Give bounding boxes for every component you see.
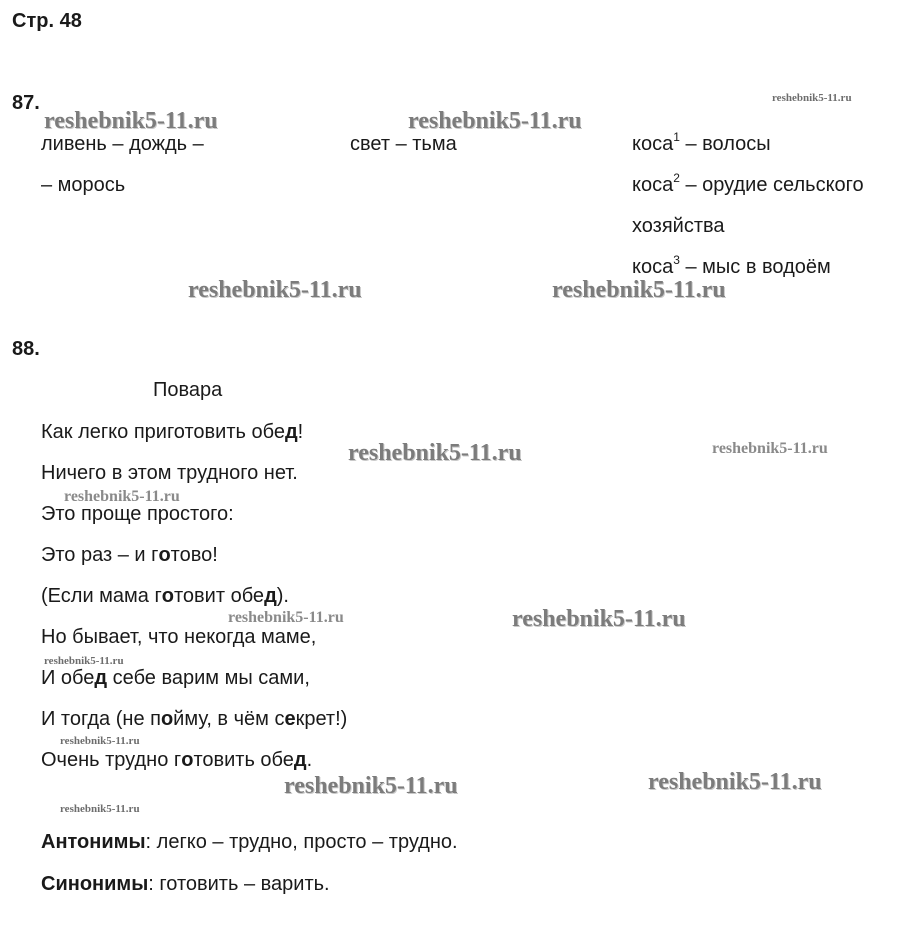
poem-line-5: (Если мама готовит обед). bbox=[41, 585, 289, 607]
poem-line-7: И обед себе варим мы сами, bbox=[41, 667, 310, 689]
watermark: reshebnik5-11.ru bbox=[552, 277, 726, 303]
poem-line-4: Это раз – и готово! bbox=[41, 544, 218, 566]
antonyms-line: Антонимы: легко – трудно, просто – трудно. bbox=[41, 831, 458, 853]
watermark: reshebnik5-11.ru bbox=[284, 773, 458, 799]
watermark: reshebnik5-11.ru bbox=[44, 655, 124, 667]
poem-title: Повара bbox=[153, 379, 223, 401]
exercise-87-number: 87. bbox=[12, 92, 40, 114]
poem-line-3: Это проще простого: bbox=[41, 503, 234, 525]
ex87-col1-line1: ливень – дождь – bbox=[41, 133, 204, 155]
ex87-col3-line4: коса$^3$ – мыс в водоём bbox=[632, 253, 831, 278]
exercise-88-number: 88. bbox=[12, 338, 40, 360]
ex87-col1-line2: – морось bbox=[41, 174, 126, 196]
watermark: reshebnik5-11.ru bbox=[512, 606, 686, 632]
ex87-col2-line1: свет – тьма bbox=[350, 133, 457, 155]
poem-line-2: Ничего в этом трудного нет. bbox=[41, 462, 298, 484]
poem-line-6: Но бывает, что некогда маме, bbox=[41, 626, 317, 648]
watermark: reshebnik5-11.ru bbox=[712, 440, 828, 457]
ex87-col3-line3: хозяйства bbox=[632, 215, 725, 237]
poem-line-8: И тогда (не пойму, в чём секрет!) bbox=[41, 708, 348, 730]
poem-line-9: Очень трудно готовить обед. bbox=[41, 749, 313, 771]
synonyms-line: Синонимы: готовить – варить. bbox=[41, 873, 330, 895]
poem-line-1: Как легко приготовить обед! bbox=[41, 421, 304, 443]
watermark: reshebnik5-11.ru bbox=[64, 488, 180, 505]
ex87-col3-line1: коса$^1$ – волосы bbox=[632, 130, 771, 155]
watermark: reshebnik5-11.ru bbox=[772, 92, 852, 104]
watermark: reshebnik5-11.ru bbox=[60, 803, 140, 815]
ex87-col3-line2: коса$^2$ – орудие сельского bbox=[632, 171, 864, 196]
watermark: reshebnik5-11.ru bbox=[408, 108, 582, 134]
watermark: reshebnik5-11.ru bbox=[188, 277, 362, 303]
watermark: reshebnik5-11.ru bbox=[60, 735, 140, 747]
watermark: reshebnik5-11.ru bbox=[648, 769, 822, 795]
page-label: Стр. 48 bbox=[12, 10, 82, 32]
watermark: reshebnik5-11.ru bbox=[348, 440, 522, 466]
watermark: reshebnik5-11.ru bbox=[44, 108, 218, 134]
watermark: reshebnik5-11.ru bbox=[228, 609, 344, 626]
